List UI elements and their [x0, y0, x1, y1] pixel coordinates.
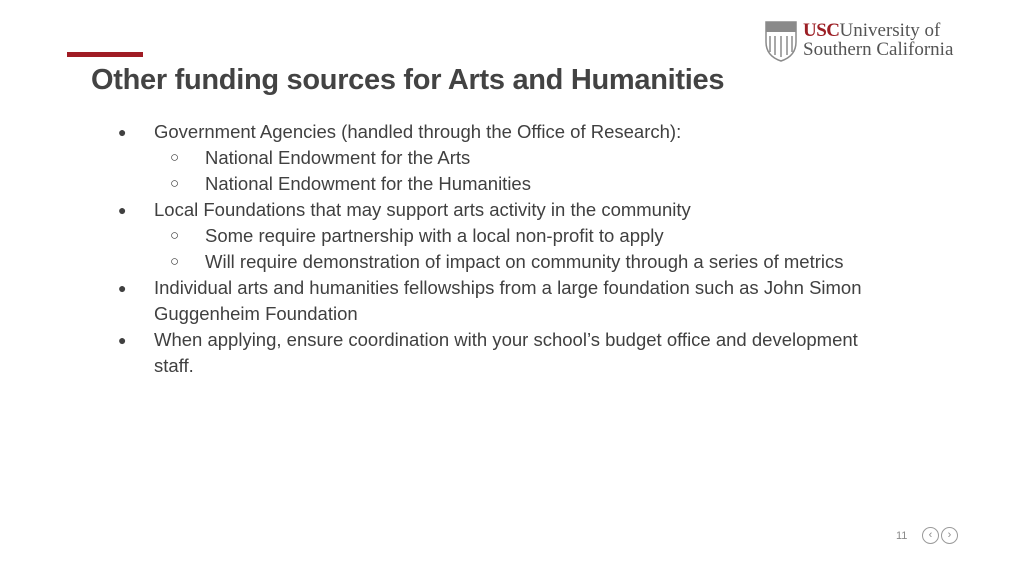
- logo-line-1: [803, 21, 953, 40]
- filled-bullet-icon: ●: [118, 332, 127, 348]
- bullet-item: [0, 171, 1024, 197]
- logo-line-2: Southern California: [803, 39, 954, 60]
- bullet-item: [0, 275, 1024, 301]
- title-accent-bar: [67, 52, 143, 57]
- bullet-text: Some require partnership with a local non-profit to apply: [205, 225, 664, 246]
- bullet-text: staff.: [154, 355, 194, 376]
- bullet-item: [0, 119, 1024, 145]
- filled-bullet-icon: ●: [118, 280, 127, 296]
- logo-university-of: University of: [839, 20, 941, 41]
- chevron-right-icon[interactable]: ›: [941, 527, 958, 544]
- logo-usc: USC: [803, 20, 840, 41]
- usc-logo: [764, 18, 953, 62]
- logo-wordmark: [803, 21, 953, 59]
- bullet-item: [0, 301, 1024, 327]
- usc-seal-icon: [764, 18, 798, 62]
- bullet-text: National Endowment for the Humanities: [205, 173, 531, 194]
- bullet-text: Individual arts and humanities fellowships from a large foundation such as John Simon: [154, 277, 862, 298]
- bullet-item: [0, 327, 1024, 353]
- hollow-bullet-icon: ○: [170, 253, 180, 270]
- bullet-text: When applying, ensure coordination with your school’s budget office and development: [154, 329, 858, 350]
- bullet-text: Guggenheim Foundation: [154, 303, 358, 324]
- filled-bullet-icon: ●: [118, 202, 127, 218]
- hollow-bullet-icon: ○: [170, 149, 180, 166]
- bullet-item: [0, 197, 1024, 223]
- hollow-bullet-icon: ○: [170, 175, 180, 192]
- hollow-bullet-icon: ○: [170, 227, 180, 244]
- bullet-text: National Endowment for the Arts: [205, 147, 471, 168]
- bullet-item: [0, 145, 1024, 171]
- bullet-item: [0, 353, 1024, 379]
- bullet-text: Government Agencies (handled through the Office of Research):: [154, 121, 682, 142]
- bullet-list: [0, 119, 1024, 379]
- page-number: 11: [896, 530, 908, 542]
- chevron-left-icon[interactable]: ‹: [922, 527, 939, 544]
- bullet-text: Local Foundations that may support arts activity in the community: [154, 199, 691, 220]
- slide-title: Other funding sources for Arts and Humanities: [91, 64, 725, 96]
- filled-bullet-icon: ●: [118, 124, 127, 140]
- bullet-item: [0, 249, 1024, 275]
- bullet-item: [0, 223, 1024, 249]
- bullet-text: Will require demonstration of impact on community through a series of metrics: [205, 251, 844, 272]
